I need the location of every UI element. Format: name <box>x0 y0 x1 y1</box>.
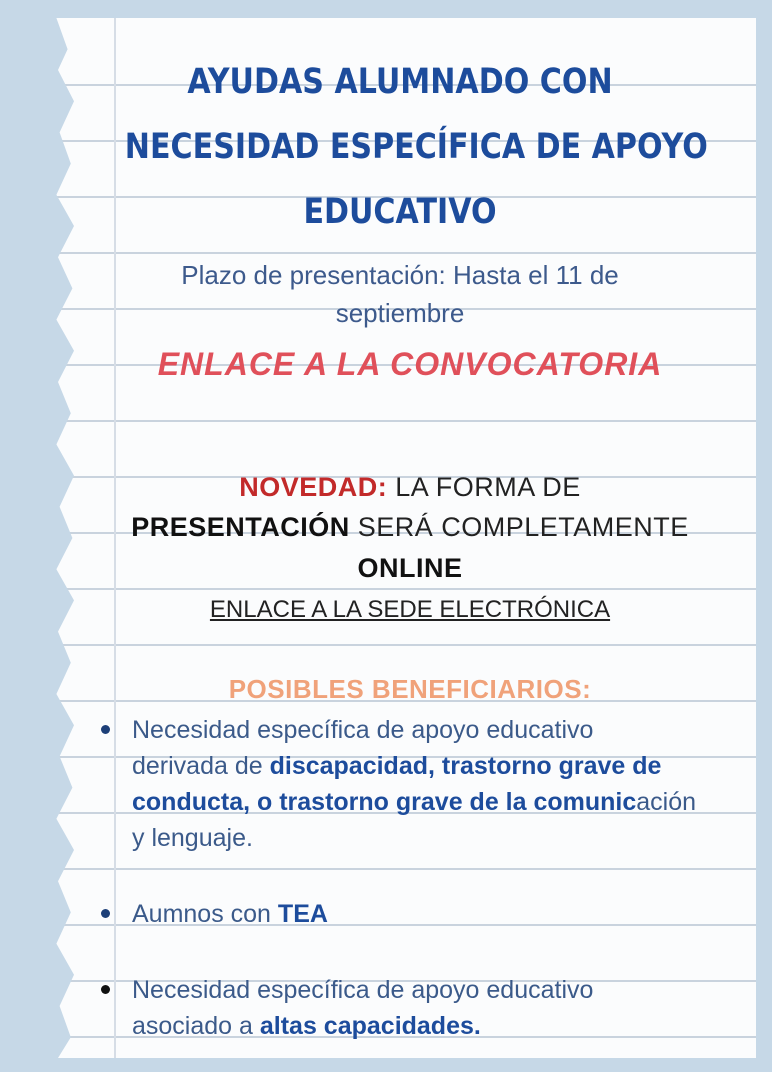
item-3-line-1: Necesidad específica de apoyo educativo <box>132 976 594 1004</box>
posibles-beneficiarios-heading: POSIBLES BENEFICIARIOS: <box>228 674 592 704</box>
plazo-line-2: septiembre <box>335 298 465 328</box>
novedad-line-2 <box>100 512 720 543</box>
novedad-text-2: SERÁ COMPLETAMENTE <box>349 512 689 542</box>
item-1-bold-3: conducta, o trastorno grave de la comunic <box>132 788 637 816</box>
bullet-dot <box>101 909 110 918</box>
torn-edge <box>18 18 98 1058</box>
item-1-line-1: Necesidad específica de apoyo educativo <box>132 716 594 744</box>
item-1-line-2: derivada de discapacidad, trastorno grave de <box>132 752 662 780</box>
beneficiary-item-3 <box>108 972 748 1044</box>
item-3-bold: altas capacidades <box>259 1012 474 1040</box>
plazo-line-1: Plazo de presentación: Hasta el 11 de <box>181 260 619 290</box>
bullet-dot <box>101 985 110 994</box>
sede-electronica-link[interactable]: ENLACE A LA SEDE ELECTRÓNICA <box>209 596 611 623</box>
beneficiary-item-2 <box>108 896 748 932</box>
title-line-2: NECESIDAD ESPECÍFICA DE APOYO <box>124 127 708 167</box>
convocatoria-link[interactable]: ENLACE A LA CONVOCATORIA <box>157 346 663 382</box>
novedad-line-3 <box>100 553 720 584</box>
novedad-line-1 <box>100 472 720 503</box>
title-line-3: EDUCATIVO <box>303 192 497 232</box>
item-2-bold: TEA <box>277 900 328 928</box>
novedad-bold-presentacion: PRESENTACIÓN <box>131 512 350 542</box>
item-2-text: Aumnos con TEA <box>132 900 328 928</box>
item-1-bold-2: discapacidad, trastorno grave de <box>269 752 662 780</box>
novedad-bold-online: ONLINE <box>357 553 463 583</box>
item-3-line-2: asociado a altas capacidades. <box>132 1012 481 1040</box>
novedad-label: NOVEDAD: <box>239 472 388 502</box>
bullet-dot <box>101 725 110 734</box>
item-1-line-4: y lenguaje. <box>132 824 253 852</box>
beneficiary-item-1 <box>108 712 748 856</box>
title-line-1: AYUDAS ALUMNADO CON <box>187 62 613 102</box>
item-1-line-3: conducta, o trastorno grave de la comunicación <box>132 788 697 816</box>
novedad-text-1: LA FORMA DE <box>387 472 581 502</box>
